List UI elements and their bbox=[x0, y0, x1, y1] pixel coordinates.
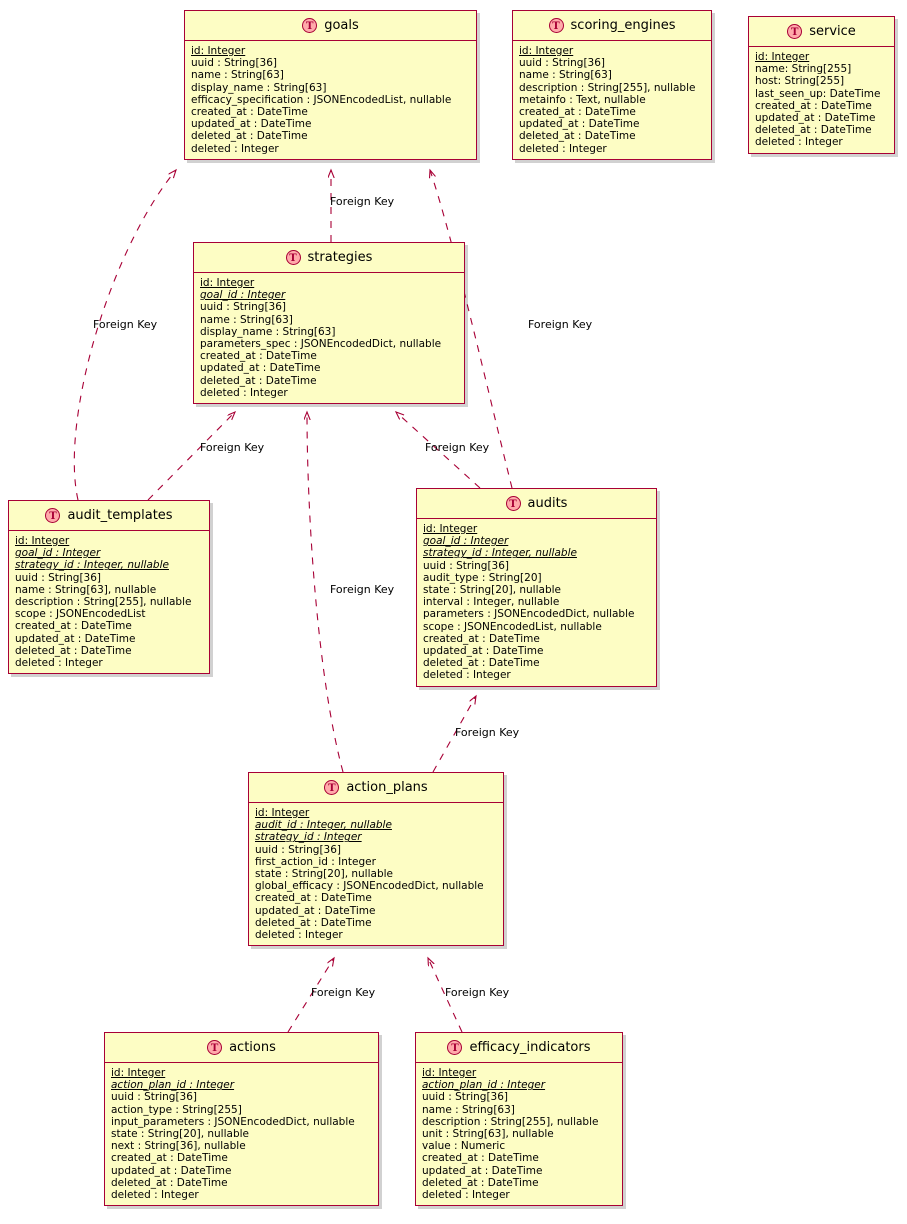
entity-field: description : String[255], nullable bbox=[519, 81, 696, 94]
entity-field: strategy_id : Integer, nullable bbox=[423, 547, 577, 560]
entity-field: scope : JSONEncodedList, nullable bbox=[423, 620, 602, 633]
entity-field: first_action_id : Integer bbox=[255, 855, 376, 868]
entity-title: strategies bbox=[307, 250, 373, 265]
entity-field: id: Integer bbox=[191, 45, 246, 57]
table-icon: T bbox=[207, 1040, 222, 1055]
entity-field: parameters : JSONEncodedDict, nullable bbox=[423, 608, 635, 621]
entity-field-list bbox=[513, 41, 711, 159]
entity-field: host: String[255] bbox=[755, 75, 845, 88]
entity-field: uuid : String[36] bbox=[519, 57, 605, 70]
entity-field: updated_at : DateTime bbox=[519, 118, 640, 131]
entity-field: id: Integer bbox=[423, 523, 478, 535]
entity-field: uuid : String[36] bbox=[255, 843, 341, 856]
entity-field: deleted_at : DateTime bbox=[191, 130, 308, 143]
entity-goals[interactable] bbox=[184, 10, 477, 160]
entity-field: created_at : DateTime bbox=[15, 620, 132, 633]
entity-audit_templates[interactable] bbox=[8, 500, 210, 674]
relationship-label: Foreign Key bbox=[200, 441, 265, 454]
entity-field: uuid : String[36] bbox=[423, 559, 509, 572]
entity-field: uuid : String[36] bbox=[111, 1091, 197, 1104]
entity-field: state : String[20], nullable bbox=[111, 1128, 249, 1141]
entity-field: created_at : DateTime bbox=[422, 1152, 539, 1165]
entity-field: interval : Integer, nullable bbox=[423, 596, 560, 609]
entity-field-list bbox=[9, 531, 209, 673]
entity-field: created_at : DateTime bbox=[191, 106, 308, 119]
entity-field: uuid : String[36] bbox=[422, 1091, 508, 1104]
relationship-label: Foreign Key bbox=[311, 986, 376, 999]
entity-field: uuid : String[36] bbox=[191, 57, 277, 70]
entity-field: deleted_at : DateTime bbox=[755, 124, 872, 137]
relationship-label: Foreign Key bbox=[425, 441, 490, 454]
entity-field: metainfo : Text, nullable bbox=[519, 93, 646, 106]
entity-field: name : String[63], nullable bbox=[15, 583, 157, 596]
entity-field: audit_type : String[20] bbox=[423, 571, 542, 584]
entity-title: scoring_engines bbox=[570, 18, 676, 33]
entity-title: actions bbox=[229, 1040, 276, 1055]
entity-field: name : String[63] bbox=[191, 69, 284, 82]
entity-field: created_at : DateTime bbox=[255, 892, 372, 905]
entity-field: created_at : DateTime bbox=[755, 99, 872, 112]
entity-field: name : String[63] bbox=[422, 1103, 515, 1116]
entity-field: updated_at : DateTime bbox=[111, 1164, 232, 1177]
table-icon: T bbox=[787, 24, 802, 39]
entity-field-list bbox=[249, 803, 503, 945]
entity-field: action_plan_id : Integer bbox=[422, 1079, 546, 1092]
entity-field: id: Integer bbox=[255, 807, 310, 819]
entity-field: updated_at : DateTime bbox=[755, 112, 876, 125]
entity-field: deleted : Integer bbox=[111, 1189, 199, 1202]
relationship-label: Foreign Key bbox=[528, 318, 593, 331]
entity-field: id: Integer bbox=[755, 51, 810, 63]
entity-title: efficacy_indicators bbox=[469, 1040, 591, 1055]
entity-header bbox=[194, 243, 464, 273]
entity-service[interactable] bbox=[748, 16, 895, 154]
entity-header bbox=[105, 1033, 378, 1063]
entity-field: id: Integer bbox=[422, 1067, 477, 1079]
table-icon: T bbox=[324, 780, 339, 795]
entity-field: goal_id : Integer bbox=[423, 535, 509, 548]
entity-strategies[interactable] bbox=[193, 242, 465, 404]
entity-field-list bbox=[417, 519, 656, 686]
entity-header bbox=[417, 489, 656, 519]
entity-field: id: Integer bbox=[519, 45, 574, 57]
entity-field: deleted : Integer bbox=[200, 386, 288, 399]
entity-field: audit_id : Integer, nullable bbox=[255, 819, 392, 832]
entity-title: audits bbox=[527, 496, 568, 511]
entity-field: updated_at : DateTime bbox=[200, 362, 321, 375]
entity-field: deleted_at : DateTime bbox=[255, 916, 372, 929]
entity-field: deleted : Integer bbox=[422, 1189, 510, 1202]
relationship-edge bbox=[148, 412, 235, 500]
entity-action_plans[interactable] bbox=[248, 772, 504, 946]
relationship-label: Foreign Key bbox=[445, 986, 510, 999]
entity-field: updated_at : DateTime bbox=[191, 118, 312, 131]
entity-field: updated_at : DateTime bbox=[422, 1164, 543, 1177]
entity-field-list bbox=[194, 273, 464, 403]
entity-audits[interactable] bbox=[416, 488, 657, 687]
entity-field: state : String[20], nullable bbox=[255, 868, 393, 881]
entity-field: parameters_spec : JSONEncodedDict, nullable bbox=[200, 338, 442, 351]
entity-field: deleted : Integer bbox=[255, 929, 343, 942]
entity-field: uuid : String[36] bbox=[200, 301, 286, 314]
entity-efficacy_indicators[interactable] bbox=[415, 1032, 623, 1206]
relationship-label: Foreign Key bbox=[455, 726, 520, 739]
entity-title: service bbox=[809, 24, 856, 39]
entity-field: global_efficacy : JSONEncodedDict, nullable bbox=[255, 880, 484, 893]
relationship-edge bbox=[74, 170, 176, 500]
entity-field: deleted_at : DateTime bbox=[200, 374, 317, 387]
entity-field: action_plan_id : Integer bbox=[111, 1079, 235, 1092]
table-icon: T bbox=[286, 250, 301, 265]
entity-field: scope : JSONEncodedList bbox=[15, 608, 146, 621]
entity-field-list bbox=[416, 1063, 622, 1205]
entity-field: updated_at : DateTime bbox=[15, 632, 136, 645]
entity-field: next : String[36], nullable bbox=[111, 1140, 246, 1153]
entity-field: deleted : Integer bbox=[191, 142, 279, 155]
entity-title: goals bbox=[324, 18, 359, 33]
entity-field: deleted : Integer bbox=[519, 142, 607, 155]
entity-field: action_type : String[255] bbox=[111, 1103, 242, 1116]
entity-header bbox=[249, 773, 503, 803]
entity-field: state : String[20], nullable bbox=[423, 584, 561, 597]
entity-field: display_name : String[63] bbox=[200, 325, 336, 338]
entity-field: input_parameters : JSONEncodedDict, nullable bbox=[111, 1115, 355, 1128]
table-icon: T bbox=[447, 1040, 462, 1055]
entity-field: deleted : Integer bbox=[755, 136, 843, 149]
entity-field: created_at : DateTime bbox=[423, 632, 540, 645]
entity-field: description : String[255], nullable bbox=[15, 596, 192, 609]
entity-field: goal_id : Integer bbox=[15, 547, 101, 560]
entity-title: audit_templates bbox=[67, 508, 173, 523]
entity-field: name : String[63] bbox=[519, 69, 612, 82]
entity-field: id: Integer bbox=[15, 535, 70, 547]
entity-field: strategy_id : Integer, nullable bbox=[15, 559, 169, 572]
entity-field: deleted_at : DateTime bbox=[423, 657, 540, 670]
entity-header bbox=[416, 1033, 622, 1063]
entity-header bbox=[9, 501, 209, 531]
entity-field: deleted_at : DateTime bbox=[15, 644, 132, 657]
entity-field: efficacy_specification : JSONEncodedList, nullable bbox=[191, 93, 452, 106]
table-icon: T bbox=[549, 18, 564, 33]
entity-field: display_name : String[63] bbox=[191, 81, 327, 94]
relationship-label: Foreign Key bbox=[330, 195, 395, 208]
entity-field: created_at : DateTime bbox=[200, 350, 317, 363]
entity-actions[interactable] bbox=[104, 1032, 379, 1206]
entity-field: last_seen_up: DateTime bbox=[755, 87, 881, 100]
entity-field: updated_at : DateTime bbox=[255, 904, 376, 917]
relationship-label: Foreign Key bbox=[330, 583, 395, 596]
entity-field: created_at : DateTime bbox=[519, 106, 636, 119]
entity-header bbox=[749, 17, 894, 47]
entity-header bbox=[185, 11, 476, 41]
entity-field: name: String[255] bbox=[755, 63, 852, 76]
entity-field: deleted_at : DateTime bbox=[422, 1176, 539, 1189]
entity-field: strategy_id : Integer bbox=[255, 831, 362, 844]
entity-field: created_at : DateTime bbox=[111, 1152, 228, 1165]
entity-field: deleted : Integer bbox=[15, 657, 103, 670]
table-icon: T bbox=[45, 508, 60, 523]
entity-field: id: Integer bbox=[200, 277, 255, 289]
entity-field: value : Numeric bbox=[422, 1140, 506, 1153]
entity-field: uuid : String[36] bbox=[15, 571, 101, 584]
entity-field: goal_id : Integer bbox=[200, 289, 286, 302]
entity-field: deleted_at : DateTime bbox=[111, 1176, 228, 1189]
entity-field: deleted : Integer bbox=[423, 669, 511, 682]
table-icon: T bbox=[302, 18, 317, 33]
entity-field-list bbox=[185, 41, 476, 159]
entity-field-list bbox=[749, 47, 894, 153]
entity-field: deleted_at : DateTime bbox=[519, 130, 636, 143]
relationship-label: Foreign Key bbox=[93, 318, 158, 331]
entity-header bbox=[513, 11, 711, 41]
entity-field: unit : String[63], nullable bbox=[422, 1128, 554, 1141]
entity-scoring_engines[interactable] bbox=[512, 10, 712, 160]
entity-field: id: Integer bbox=[111, 1067, 166, 1079]
table-icon: T bbox=[506, 496, 521, 511]
entity-field: description : String[255], nullable bbox=[422, 1115, 599, 1128]
entity-field: updated_at : DateTime bbox=[423, 645, 544, 658]
entity-field-list bbox=[105, 1063, 378, 1205]
entity-title: action_plans bbox=[346, 780, 428, 795]
entity-field: name : String[63] bbox=[200, 313, 293, 326]
